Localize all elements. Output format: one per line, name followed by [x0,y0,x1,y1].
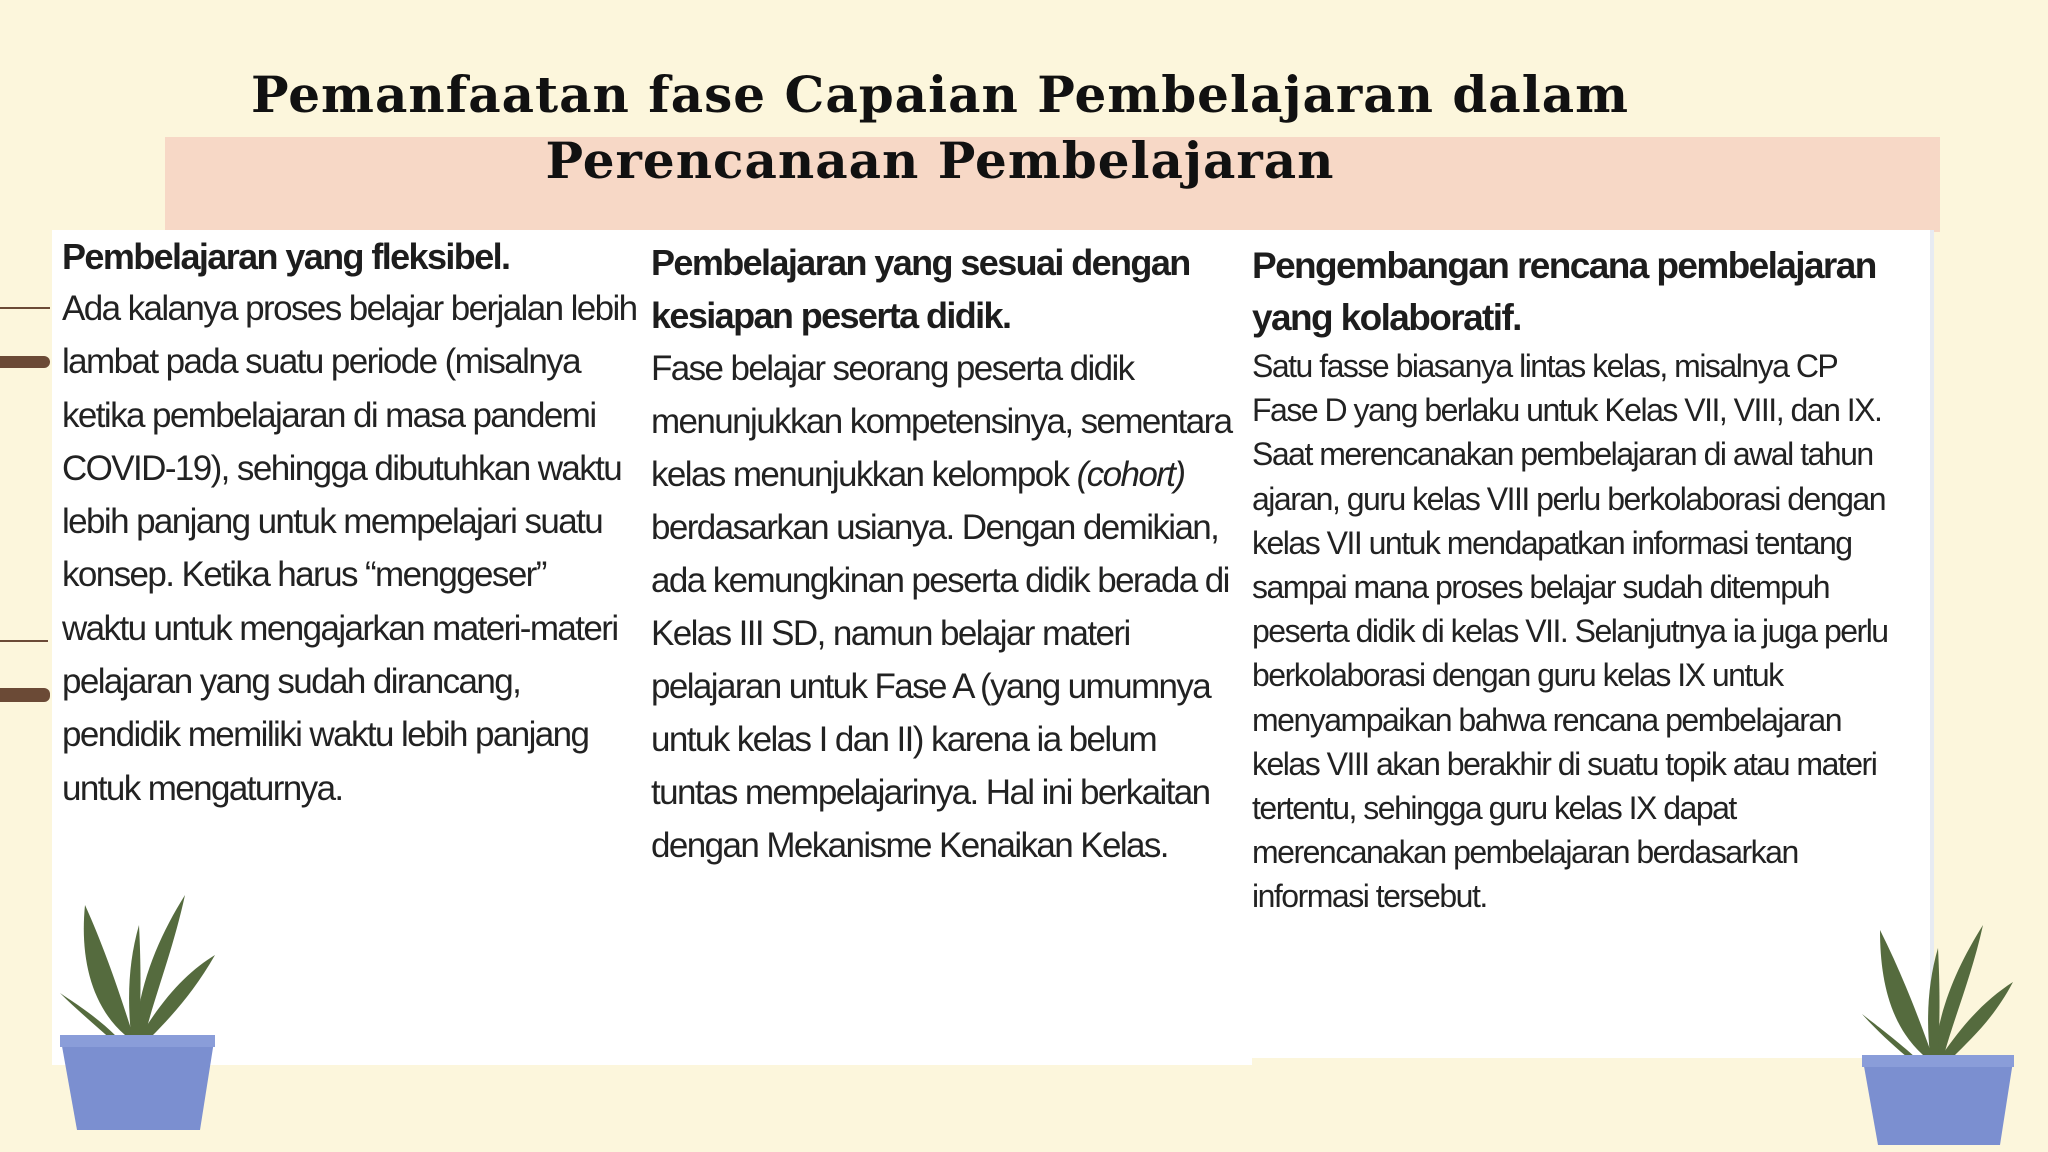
column-flexible-learning [62,232,637,815]
tree-twig-icon [0,640,48,642]
column-heading: Pembelajaran yang fleksibel. [62,236,510,277]
potted-plant-icon [55,885,225,1135]
column-body [651,342,1246,872]
column-readiness-learning [651,236,1246,872]
column-body: Ada kalanya proses belajar berjalan lebih lambat pada suatu periode (misalnya ketika pembelajaran di masa pandemi COVID-19), sehingga dibutuhkan waktu lebih panjang untuk mempelajari suatu konsep. Ketika harus “menggeser” waktu untuk mengajarkan materi-materi pelajaran yang sudah dirancang, pendidik memiliki waktu lebih panjang untuk mengaturnya. [62,289,637,808]
column-body-text: berdasarkan usianya. Dengan demikian, ada kemungkinan peserta didik berada di Kelas III SD, namun belajar materi pelajaran untuk Fase A (yang umumnya untuk kelas I dan II) karena ia belum tuntas mempelajarinya. Hal ini berkaitan dengan Mekanisme Kenaikan Kelas. [651,508,1229,865]
column-body-text: Fase belajar seorang peserta didik menunjukkan kompetensinya, sementara kelas menunjukkan kelompok [651,349,1232,494]
column-heading: Pembelajaran yang sesuai dengan kesiapan peserta didik. [651,242,1190,336]
column-body: Satu fasse biasanya lintas kelas, misalnya CP Fase D yang berlaku untuk Kelas VII, VIII, dan IX. Saat merencanakan pembelajaran di awal tahun ajaran, guru kelas VIII perlu berkolaborasi dengan kelas VII untuk mendapatkan informasi tentang sampai mana proses belajar sudah ditempuh peserta didik di kelas VII. Selanjutnya ia juga perlu berkolaborasi dengan guru kelas IX untuk menyampaikan bahwa rencana pembelajaran kelas VIII akan berakhir di suatu topik atau materi tertentu, sehingga guru kelas IX dapat merencanakan pembelajaran berdasarkan informasi tersebut. [1252,348,1888,915]
column-heading: Pengembangan rencana pembelajaran yang kolaboratif. [1252,245,1876,338]
column-collaborative-planning [1252,240,1902,919]
page-title-line2: Perencanaan Pembelajaran [545,131,1335,190]
page-title [150,62,1730,194]
page-title-line1: Pemanfaatan fase Capaian Pembelajaran dalam [250,65,1630,124]
potted-plant-icon [1858,910,2018,1150]
cohort-term: (cohort) [1076,455,1185,494]
tree-branch-icon [0,356,50,368]
tree-branch-icon [0,688,50,702]
tree-twig-icon [0,307,50,309]
